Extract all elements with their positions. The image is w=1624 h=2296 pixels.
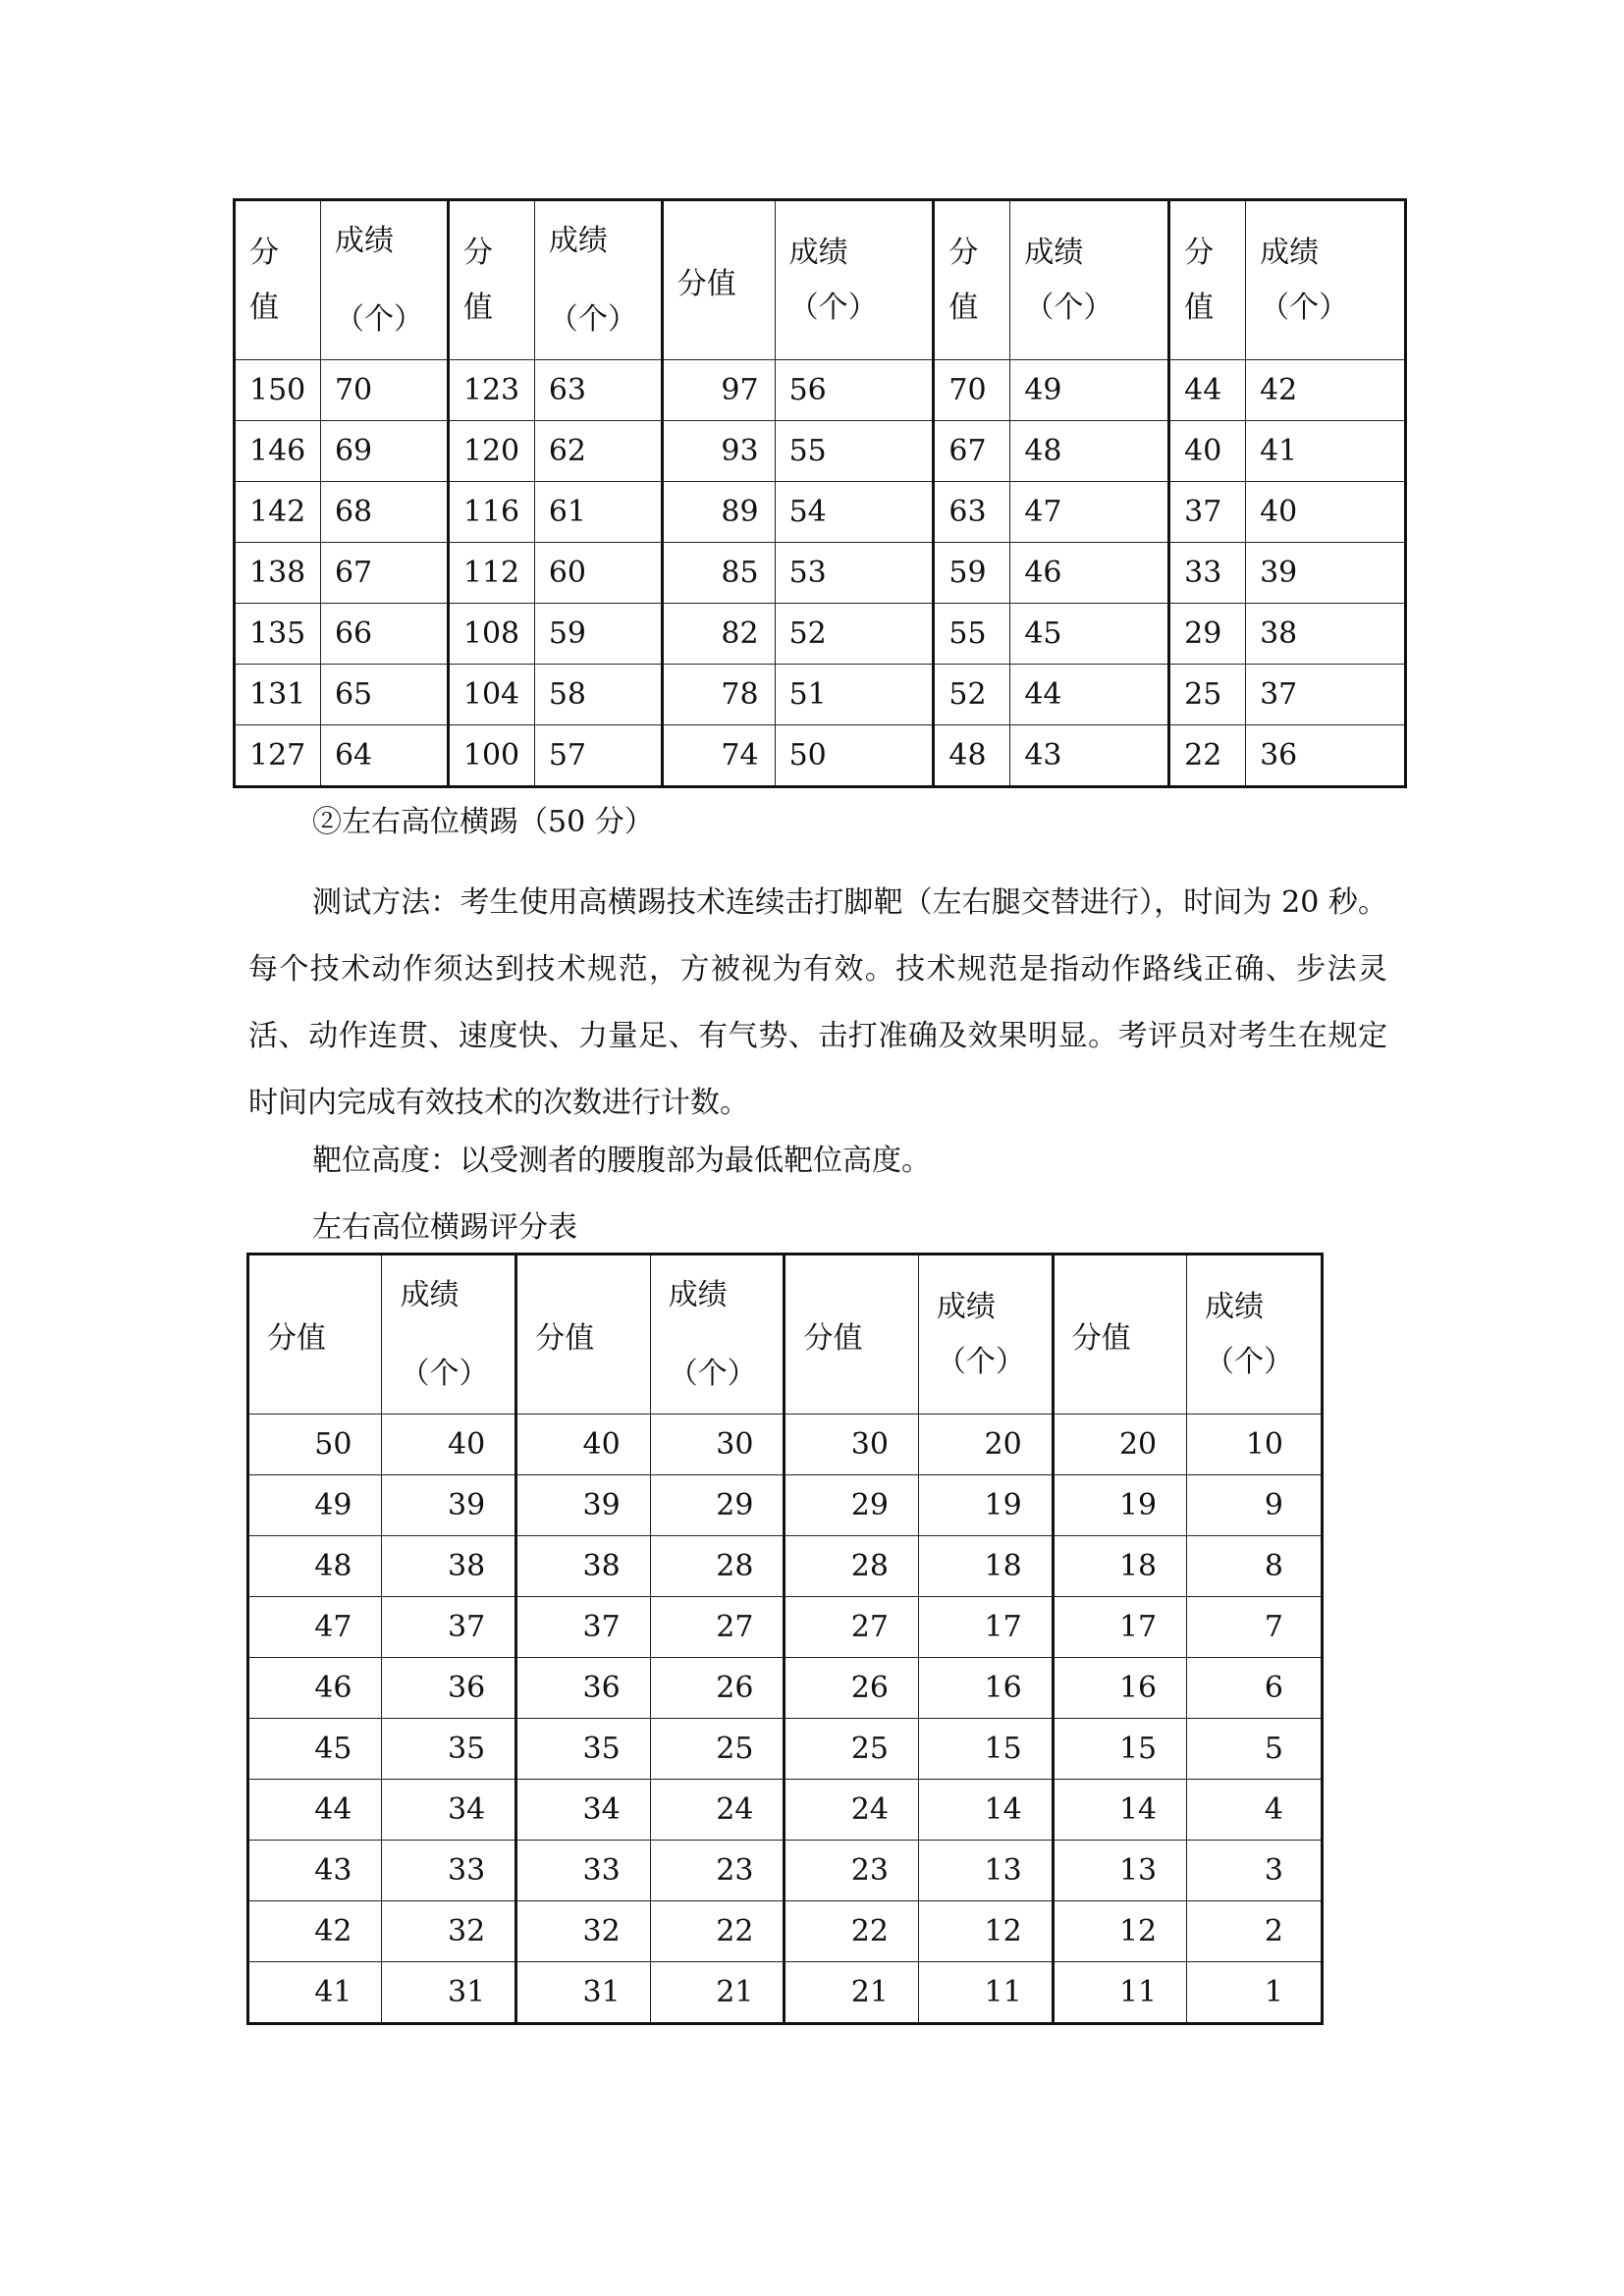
score-cell: 39 [516, 1475, 650, 1536]
header-result: 成绩 （个） [650, 1255, 785, 1415]
score-cell: 20 [1053, 1415, 1186, 1475]
table-row [248, 1475, 1323, 1536]
table-row [248, 1658, 1323, 1719]
result-cell: 27 [650, 1597, 785, 1658]
table-row [235, 482, 1406, 543]
result-cell: 36 [1246, 725, 1406, 787]
score-cell: 48 [934, 725, 1010, 787]
result-cell: 70 [320, 360, 448, 421]
table-row [248, 1415, 1323, 1475]
score-table-1 [233, 198, 1407, 788]
result-cell: 25 [650, 1719, 785, 1780]
header-result: 成绩 （个） [918, 1255, 1053, 1415]
table-row [248, 1536, 1323, 1597]
table-row [235, 665, 1406, 725]
result-cell: 64 [320, 725, 448, 787]
result-cell: 49 [1010, 360, 1169, 421]
score-table-2 [246, 1253, 1324, 2025]
score-cell: 89 [662, 482, 775, 543]
score-cell: 142 [235, 482, 321, 543]
result-cell: 65 [320, 665, 448, 725]
result-cell: 9 [1187, 1475, 1323, 1536]
table-row [248, 1962, 1323, 2024]
table-row [235, 421, 1406, 482]
header-result: 成绩 （个） [320, 200, 448, 360]
result-cell: 47 [1010, 482, 1169, 543]
score-cell: 70 [934, 360, 1010, 421]
score-cell: 108 [448, 604, 534, 665]
table-title: 左右高位横踢评分表 [312, 1210, 577, 1245]
header-score: 分 值 [934, 200, 1010, 360]
score-cell: 120 [448, 421, 534, 482]
header-result: 成绩 （个） [534, 200, 662, 360]
score-cell: 104 [448, 665, 534, 725]
result-cell: 36 [382, 1658, 516, 1719]
result-cell: 55 [775, 421, 934, 482]
result-cell: 13 [918, 1841, 1053, 1901]
score-cell: 100 [448, 725, 534, 787]
score-cell: 49 [248, 1475, 382, 1536]
score-cell: 23 [785, 1841, 918, 1901]
result-cell: 18 [918, 1536, 1053, 1597]
result-cell: 22 [650, 1901, 785, 1962]
result-cell: 63 [534, 360, 662, 421]
result-cell: 33 [382, 1841, 516, 1901]
result-cell: 37 [382, 1597, 516, 1658]
header-result: 成绩 （个） [1246, 200, 1406, 360]
score-cell: 46 [248, 1658, 382, 1719]
score-cell: 12 [1053, 1901, 1186, 1962]
result-cell: 40 [382, 1415, 516, 1475]
table-row [235, 360, 1406, 421]
score-cell: 35 [516, 1719, 650, 1780]
result-cell: 12 [918, 1901, 1053, 1962]
result-cell: 14 [918, 1780, 1053, 1841]
score-cell: 29 [785, 1475, 918, 1536]
score-cell: 50 [248, 1415, 382, 1475]
table-row [235, 604, 1406, 665]
header-score: 分 值 [235, 200, 321, 360]
score-cell: 32 [516, 1901, 650, 1962]
score-cell: 59 [934, 543, 1010, 604]
section-heading: ②左右高位横踢（50 分） [312, 805, 654, 839]
result-cell: 67 [320, 543, 448, 604]
score-cell: 33 [516, 1841, 650, 1901]
result-cell: 4 [1187, 1780, 1323, 1841]
score-cell: 44 [248, 1780, 382, 1841]
result-cell: 69 [320, 421, 448, 482]
table-row [248, 1841, 1323, 1901]
score-cell: 97 [662, 360, 775, 421]
result-cell: 51 [775, 665, 934, 725]
result-cell: 23 [650, 1841, 785, 1901]
result-cell: 58 [534, 665, 662, 725]
result-cell: 66 [320, 604, 448, 665]
result-cell: 59 [534, 604, 662, 665]
result-cell: 54 [775, 482, 934, 543]
score-cell: 127 [235, 725, 321, 787]
result-cell: 60 [534, 543, 662, 604]
score-cell: 74 [662, 725, 775, 787]
header-result: 成绩 （个） [1010, 200, 1169, 360]
score-cell: 42 [248, 1901, 382, 1962]
table-row [248, 1719, 1323, 1780]
score-cell: 24 [785, 1780, 918, 1841]
result-cell: 35 [382, 1719, 516, 1780]
score-cell: 52 [934, 665, 1010, 725]
score-cell: 123 [448, 360, 534, 421]
score-cell: 55 [934, 604, 1010, 665]
header-score: 分值 [1053, 1255, 1186, 1415]
header-score: 分值 [662, 200, 775, 360]
header-score: 分值 [248, 1255, 382, 1415]
result-cell: 30 [650, 1415, 785, 1475]
header-result: 成绩 （个） [775, 200, 934, 360]
result-cell: 57 [534, 725, 662, 787]
result-cell: 38 [1246, 604, 1406, 665]
score-cell: 112 [448, 543, 534, 604]
result-cell: 31 [382, 1962, 516, 2024]
score-cell: 116 [448, 482, 534, 543]
result-cell: 44 [1010, 665, 1169, 725]
score-cell: 33 [1169, 543, 1246, 604]
result-cell: 1 [1187, 1962, 1323, 2024]
result-cell: 68 [320, 482, 448, 543]
score-cell: 36 [516, 1658, 650, 1719]
score-cell: 26 [785, 1658, 918, 1719]
score-cell: 85 [662, 543, 775, 604]
score-cell: 37 [516, 1597, 650, 1658]
score-cell: 146 [235, 421, 321, 482]
score-cell: 18 [1053, 1536, 1186, 1597]
score-cell: 43 [248, 1841, 382, 1901]
result-cell: 52 [775, 604, 934, 665]
result-cell: 53 [775, 543, 934, 604]
result-cell: 50 [775, 725, 934, 787]
score-cell: 22 [785, 1901, 918, 1962]
result-cell: 46 [1010, 543, 1169, 604]
result-cell: 6 [1187, 1658, 1323, 1719]
score-cell: 150 [235, 360, 321, 421]
score-cell: 63 [934, 482, 1010, 543]
score-cell: 45 [248, 1719, 382, 1780]
result-cell: 29 [650, 1475, 785, 1536]
result-cell: 32 [382, 1901, 516, 1962]
score-cell: 11 [1053, 1962, 1186, 2024]
result-cell: 20 [918, 1415, 1053, 1475]
result-cell: 39 [382, 1475, 516, 1536]
score-cell: 38 [516, 1536, 650, 1597]
score-cell: 67 [934, 421, 1010, 482]
score-cell: 15 [1053, 1719, 1186, 1780]
header-score: 分 值 [1169, 200, 1246, 360]
score-cell: 29 [1169, 604, 1246, 665]
score-cell: 14 [1053, 1780, 1186, 1841]
score-cell: 28 [785, 1536, 918, 1597]
score-cell: 131 [235, 665, 321, 725]
score-cell: 40 [1169, 421, 1246, 482]
result-cell: 24 [650, 1780, 785, 1841]
result-cell: 28 [650, 1536, 785, 1597]
table-row [248, 1901, 1323, 1962]
score-cell: 93 [662, 421, 775, 482]
score-cell: 21 [785, 1962, 918, 2024]
result-cell: 11 [918, 1962, 1053, 2024]
result-cell: 16 [918, 1658, 1053, 1719]
score-cell: 48 [248, 1536, 382, 1597]
result-cell: 15 [918, 1719, 1053, 1780]
score-cell: 19 [1053, 1475, 1186, 1536]
table-row [235, 725, 1406, 787]
result-cell: 43 [1010, 725, 1169, 787]
table-header-row [248, 1255, 1323, 1415]
result-cell: 8 [1187, 1536, 1323, 1597]
header-result: 成绩 （个） [1187, 1255, 1323, 1415]
result-cell: 26 [650, 1658, 785, 1719]
score-cell: 82 [662, 604, 775, 665]
result-cell: 21 [650, 1962, 785, 2024]
table-header-row [235, 200, 1406, 360]
table-row [248, 1597, 1323, 1658]
result-cell: 41 [1246, 421, 1406, 482]
score-cell: 34 [516, 1780, 650, 1841]
score-cell: 16 [1053, 1658, 1186, 1719]
score-cell: 17 [1053, 1597, 1186, 1658]
result-cell: 42 [1246, 360, 1406, 421]
header-score: 分 值 [448, 200, 534, 360]
header-score: 分值 [785, 1255, 918, 1415]
score-cell: 25 [1169, 665, 1246, 725]
result-cell: 40 [1246, 482, 1406, 543]
result-cell: 48 [1010, 421, 1169, 482]
score-cell: 25 [785, 1719, 918, 1780]
result-cell: 56 [775, 360, 934, 421]
result-cell: 39 [1246, 543, 1406, 604]
result-cell: 10 [1187, 1415, 1323, 1475]
score-cell: 30 [785, 1415, 918, 1475]
result-cell: 62 [534, 421, 662, 482]
score-cell: 47 [248, 1597, 382, 1658]
result-cell: 34 [382, 1780, 516, 1841]
result-cell: 5 [1187, 1719, 1323, 1780]
result-cell: 37 [1246, 665, 1406, 725]
header-score: 分值 [516, 1255, 650, 1415]
test-method-paragraph: 测试方法：考生使用高横踢技术连续击打脚靶（左右腿交替进行），时间为 20 秒。每个技术动作须达到技术规范，方被视为有效。技术规范是指动作路线正确、步法灵活、动作连贯、速度快、力量足、有气势、击打准确及效果明显。考评员对考生在规定时间内完成有效技术的次数进行计数。 [248, 885, 1387, 1120]
score-cell: 135 [235, 604, 321, 665]
score-cell: 13 [1053, 1841, 1186, 1901]
result-cell: 17 [918, 1597, 1053, 1658]
table-row [235, 543, 1406, 604]
result-cell: 45 [1010, 604, 1169, 665]
result-cell: 38 [382, 1536, 516, 1597]
result-cell: 7 [1187, 1597, 1323, 1658]
result-cell: 61 [534, 482, 662, 543]
score-cell: 31 [516, 1962, 650, 2024]
result-cell: 2 [1187, 1901, 1323, 1962]
score-cell: 138 [235, 543, 321, 604]
score-cell: 40 [516, 1415, 650, 1475]
target-height-paragraph: 靶位高度：以受测者的腰腹部为最低靶位高度。 [312, 1144, 931, 1178]
score-cell: 37 [1169, 482, 1246, 543]
score-cell: 22 [1169, 725, 1246, 787]
result-cell: 3 [1187, 1841, 1323, 1901]
score-cell: 78 [662, 665, 775, 725]
score-cell: 27 [785, 1597, 918, 1658]
result-cell: 19 [918, 1475, 1053, 1536]
header-result: 成绩 （个） [382, 1255, 516, 1415]
score-cell: 44 [1169, 360, 1246, 421]
score-cell: 41 [248, 1962, 382, 2024]
table-row [248, 1780, 1323, 1841]
